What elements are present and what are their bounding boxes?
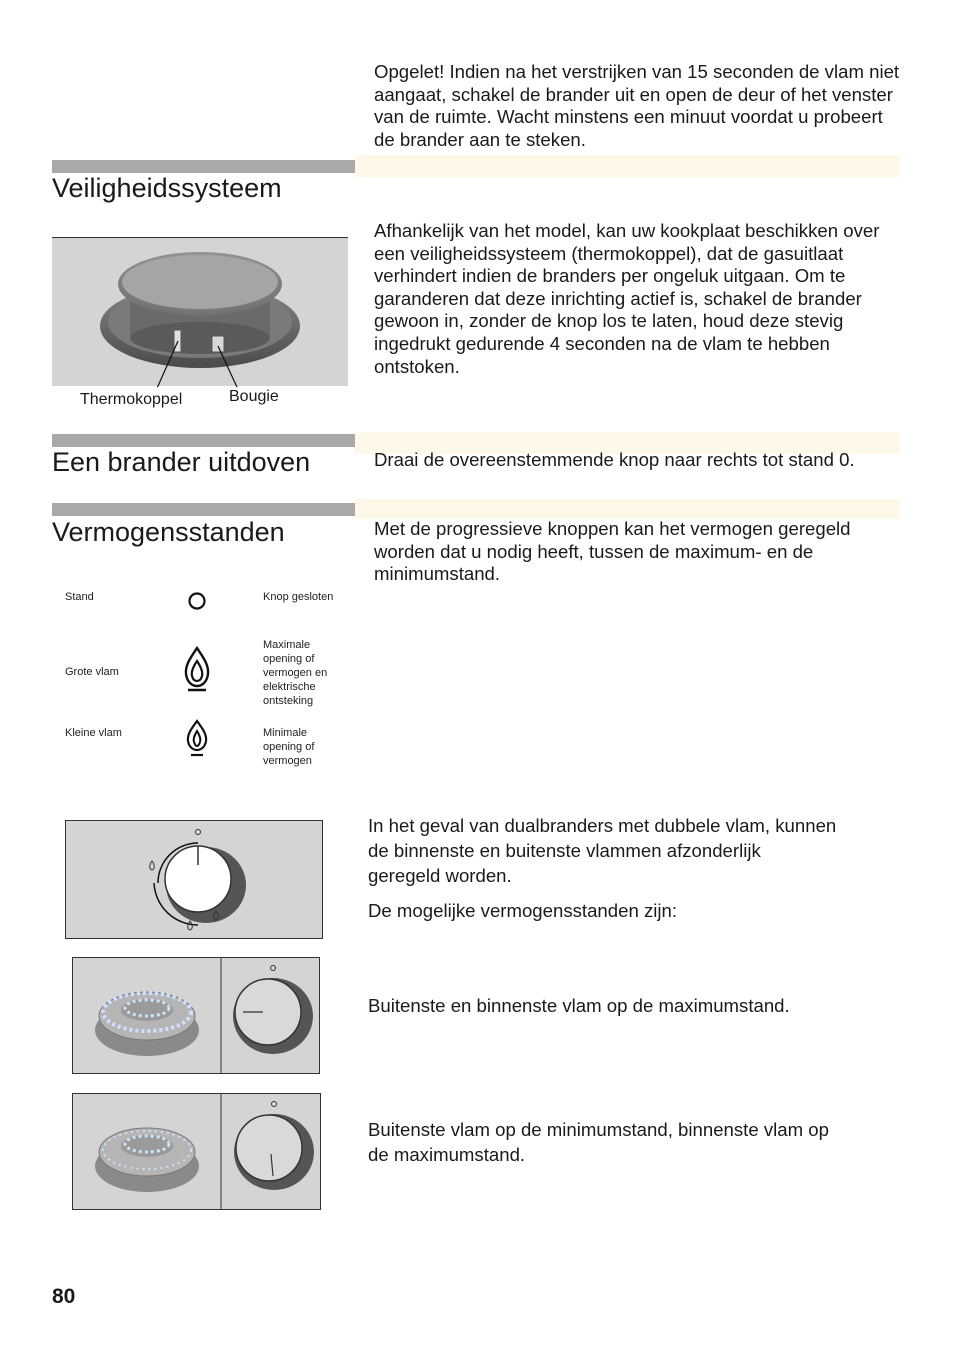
section-band [355, 155, 900, 177]
section-heading-extinguish: Een brander uitdoven [52, 447, 311, 477]
state-min-outer-text: Buitenste vlam op de minimumstand, binnenste vlam op de maximumstand. [368, 1119, 829, 1165]
power-row-desc: Maximale opening of vermogen en elektrische ontsteking [263, 639, 328, 707]
page-number: 80 [52, 1285, 76, 1308]
state-min-outer-figure [72, 1093, 321, 1210]
burner-min-outer-illustration [73, 1094, 320, 1209]
section-bar [52, 503, 355, 516]
section-heading-power: Vermogensstanden [52, 517, 285, 547]
state-max-text: Buitenste en binnenste vlam op de maximumstand. [368, 995, 790, 1016]
dual-states-intro: De mogelijke vermogensstanden zijn: [368, 900, 678, 921]
burner-max-illustration [73, 958, 319, 1073]
power-text: Met de progressieve knoppen kan het vermogen geregeld worden dat u nodig heeft, tussen de maximum- en de minimumstand. [374, 518, 851, 585]
burner-thermocouple-figure [52, 237, 348, 386]
dual-text: In het geval van dualbranders met dubbele vlam, kunnen de binnenste en buitenste vlammen afzonderlijk geregeld worden. [368, 815, 837, 886]
large-flame-icon [182, 645, 212, 693]
power-row-name: Kleine vlam [65, 727, 122, 739]
dual-knob-figure [65, 820, 323, 939]
label-thermocouple: Thermokoppel [80, 391, 183, 408]
small-flame-icon [184, 718, 210, 758]
safety-text: Afhankelijk van het model, kan uw kookplaat beschikken over een veiligheidssysteem (thermokoppel), dat de gasuitlaat verhindert indien de branders per ongeluk uitgaan. Om te garanderen dat deze inrichting actief is, schakel de brander gewoon in, zonder de knop los te laten, houd deze stevig ingedrukt gedurende 4 seconden na de vlam te hebben ontstoken. [374, 220, 880, 377]
state-max-figure [72, 957, 320, 1074]
section-heading-safety: Veiligheidssysteem [52, 173, 282, 203]
label-spark-plug: Bougie [229, 388, 279, 405]
power-row-desc: Minimale opening of vermogen [263, 727, 315, 767]
warning-text: Opgelet! Indien na het verstrijken van 15 seconden de vlam niet aangaat, schakel de brander uit en open de deur of het venster van de ruimte. Wacht minstens een minuut voordat u probeert de brander aan te steken. [374, 61, 900, 150]
power-row-desc: Knop gesloten [263, 591, 334, 603]
section-band [355, 499, 900, 519]
dual-knob-illustration [66, 821, 322, 938]
power-row-name: Stand [65, 591, 94, 603]
power-row-name: Grote vlam [65, 666, 119, 678]
burner-illustration [52, 238, 348, 387]
extinguish-text: Draai de overeenstemmende knop naar rechts tot stand 0. [374, 449, 855, 470]
off-circle-icon [186, 590, 208, 612]
